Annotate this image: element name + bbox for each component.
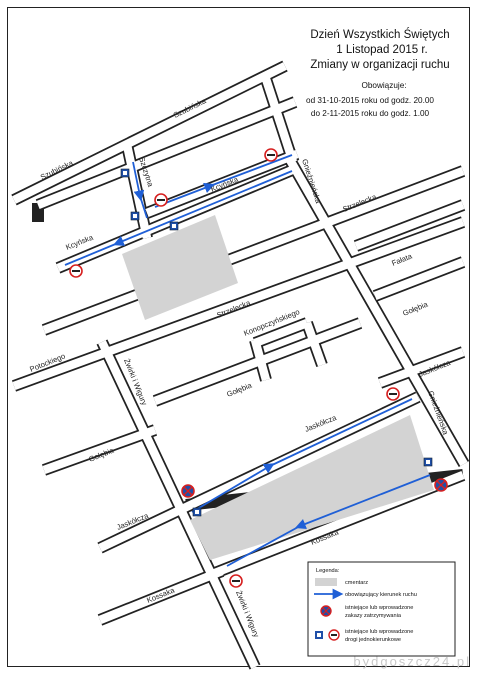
legend-cemetery-swatch: [315, 578, 337, 586]
street-label: Strzelecka: [215, 298, 252, 320]
no-entry-sign-icon: [230, 575, 242, 587]
street-label: Strzelecka: [341, 192, 378, 214]
notice-line-1: od 31-10-2015 roku od godz. 20.00: [306, 96, 434, 105]
street-label: Kossaka: [309, 527, 340, 547]
street-label: Szczytna: [137, 155, 156, 188]
street-label: Gnieźnieńska: [426, 389, 451, 436]
watermark-text: bydgoszcz24.pl: [353, 654, 471, 669]
no-entry-sign-icon: [329, 630, 339, 640]
title-line-1: Dzień Wszystkich Świętych: [310, 29, 450, 41]
legend-title: Legenda:: [316, 568, 340, 574]
no-entry-sign-icon: [265, 149, 277, 161]
notice-line-2: do 2-11-2015 roku do godz. 1.00: [310, 109, 430, 118]
title-line-2: 1 Listopad 2015 r.: [336, 44, 428, 56]
street-label: Żwirki i Wigury: [234, 589, 261, 639]
street-label: Gołębia: [225, 380, 254, 399]
street-label: Kossaka: [145, 585, 176, 605]
one-way-sign-icon: [315, 631, 323, 639]
street-label: Jaskółcza: [417, 358, 452, 379]
street-label: Kcyńska: [64, 232, 95, 252]
no-entry-sign-icon: [155, 194, 167, 206]
street-label: Żwirki i Wigury: [122, 357, 149, 407]
no-stopping-sign-icon: [435, 479, 447, 491]
legend-one-way-label-1: istniejące lub wprowadzone: [345, 629, 414, 635]
title-line-3: Zmiany w organizacji ruchu: [310, 59, 450, 71]
street-label: Szubińska: [171, 96, 208, 120]
no-stopping-sign-icon: [321, 606, 331, 616]
no-entry-sign-icon: [387, 388, 399, 400]
street-label: Kcyńska: [209, 174, 240, 194]
legend-one-way-label-2: drogi jednokierunkowe: [345, 637, 401, 643]
legend: [308, 562, 455, 656]
title-block: [306, 28, 450, 118]
street-label: Gnieźnieńska: [300, 157, 323, 205]
legend-no-stop-label-1: istniejące lub wprowadzone: [345, 605, 414, 611]
street-label: Konopczyńskiego: [242, 307, 301, 338]
legend-direction-label: obowiązujący kierunek ruchu: [345, 592, 417, 598]
no-entry-sign-icon: [70, 265, 82, 277]
street-label: Potockiego: [28, 351, 67, 374]
street-label: Gołębia: [87, 445, 116, 464]
street-label: Fałata: [390, 251, 414, 268]
street-label: Jaskółcza: [303, 413, 338, 434]
street-label: Jaskółcza: [115, 511, 150, 532]
no-stopping-sign-icon: [182, 485, 194, 497]
street-label: Gołębia: [401, 299, 430, 318]
legend-no-stop-label-2: zakazy zatrzymywania: [345, 613, 401, 619]
notice-heading: Obowiązuje:: [361, 81, 407, 90]
legend-cemetery-label: cmentarz: [345, 580, 369, 586]
street-label: Szubińska: [38, 158, 75, 182]
